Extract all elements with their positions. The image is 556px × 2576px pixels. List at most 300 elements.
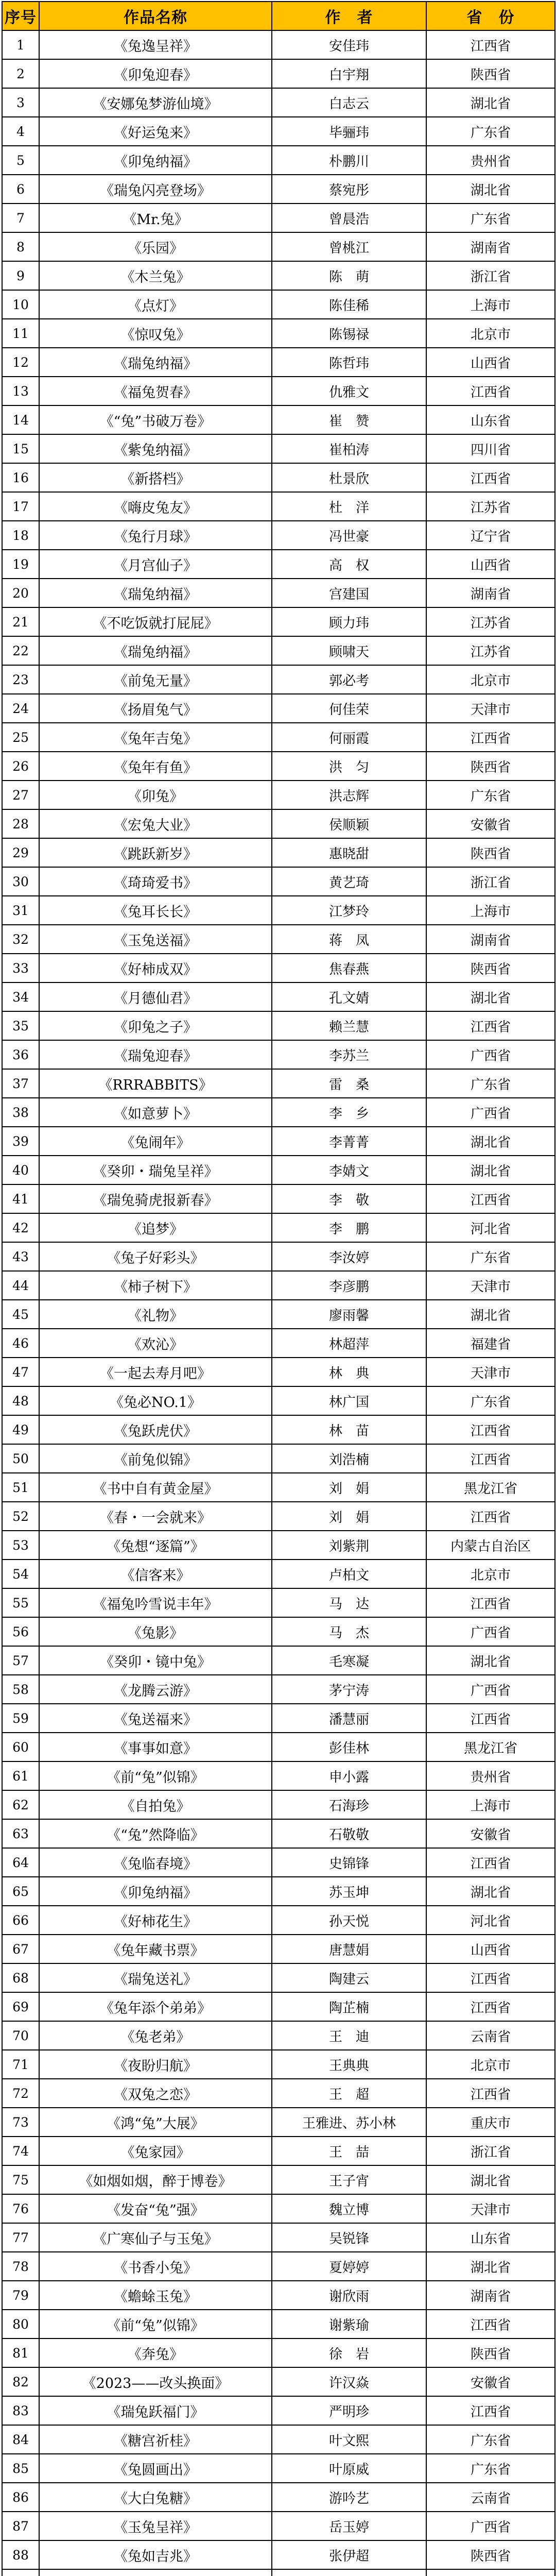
cell-province: 湖北省 xyxy=(426,175,555,204)
table-row xyxy=(2,175,555,204)
cell-no: 24 xyxy=(2,694,39,723)
cell-no: 86 xyxy=(2,2483,39,2512)
cell-author: 潘慧丽 xyxy=(272,1704,426,1733)
table-row xyxy=(2,1184,555,1213)
cell-author: 陈锡禄 xyxy=(272,319,426,348)
table-row xyxy=(2,1992,555,2021)
cell-author: 许汉焱 xyxy=(272,2367,426,2396)
table-row xyxy=(2,809,555,838)
table-row xyxy=(2,1560,555,1588)
cell-author: 蔡宛彤 xyxy=(272,175,426,204)
cell-title: 《前兔似锦》 xyxy=(39,1444,272,1473)
cell-title: 《兔临春境》 xyxy=(39,1848,272,1877)
table-row xyxy=(2,2108,555,2137)
cell-author: 郭必考 xyxy=(272,665,426,694)
cell-author: 宫建国 xyxy=(272,579,426,607)
cell-author: 李彦鹏 xyxy=(272,1271,426,1300)
cell-province: 江西省 xyxy=(426,2396,555,2425)
cell-province: 福建省 xyxy=(426,1329,555,1358)
table-row xyxy=(2,2540,555,2569)
table-row xyxy=(2,2252,555,2281)
table-row xyxy=(2,434,555,463)
cell-author: 吴锐锋 xyxy=(272,2223,426,2252)
cell-author: 徐 岩 xyxy=(272,2338,426,2367)
cell-no: 14 xyxy=(2,405,39,434)
cell-no: 39 xyxy=(2,1127,39,1156)
cell-province: 重庆市 xyxy=(426,2108,555,2137)
cell-province: 上海市 xyxy=(426,896,555,925)
cell-no: 62 xyxy=(2,1790,39,1819)
cell-province: 山东省 xyxy=(426,2223,555,2252)
cell-title: 《瑞兔跃福门》 xyxy=(39,2396,272,2425)
table-row xyxy=(2,1358,555,1386)
cell-province: 四川省 xyxy=(426,434,555,463)
cell-no: 48 xyxy=(2,1386,39,1415)
cell-province: 浙江省 xyxy=(426,2137,555,2165)
header-no: 序号 xyxy=(2,2,39,30)
table-row xyxy=(2,463,555,492)
cell-province: 广东省 xyxy=(426,2425,555,2454)
table-row xyxy=(2,723,555,752)
cell-author: 曾晨浩 xyxy=(272,204,426,232)
cell-province: 安徽省 xyxy=(426,809,555,838)
cell-author: 洪志辉 xyxy=(272,781,426,809)
cell-province: 江西省 xyxy=(426,1848,555,1877)
table-row xyxy=(2,665,555,694)
cell-title: 《双兔之恋》 xyxy=(39,2079,272,2108)
table-row xyxy=(2,636,555,665)
cell-title: 《点灯》 xyxy=(39,290,272,319)
cell-author: 雷 桑 xyxy=(272,1069,426,1098)
cell-no: 5 xyxy=(2,146,39,175)
cell-province: 江西省 xyxy=(426,463,555,492)
cell-author: 何佳荣 xyxy=(272,694,426,723)
table-row xyxy=(2,579,555,607)
table-row xyxy=(2,1415,555,1444)
cell-no: 64 xyxy=(2,1848,39,1877)
cell-province: 江西省 xyxy=(426,1704,555,1733)
cell-no: 15 xyxy=(2,434,39,463)
cell-province: 江西省 xyxy=(426,30,555,59)
cell-title: 《事事如意》 xyxy=(39,1733,272,1761)
table-row xyxy=(2,232,555,261)
cell-province: 湖北省 xyxy=(426,1156,555,1184)
cell-title: 《兔子好彩头》 xyxy=(39,1242,272,1271)
cell-province: 广西省 xyxy=(426,1040,555,1069)
cell-title: 《瑞兔纳福》 xyxy=(39,636,272,665)
cell-no: 60 xyxy=(2,1733,39,1761)
cell-province: 黑龙江省 xyxy=(426,1473,555,1502)
cell-author: 谢欣雨 xyxy=(272,2281,426,2310)
cell-no: 51 xyxy=(2,1473,39,1502)
cell-author: 崔 赞 xyxy=(272,405,426,434)
cell-province: 辽宁省 xyxy=(426,521,555,550)
cell-author: 王典典 xyxy=(272,2050,426,2079)
table-row xyxy=(2,781,555,809)
cell-province: 天津市 xyxy=(426,1358,555,1386)
table-row xyxy=(2,954,555,982)
table-row xyxy=(2,2050,555,2079)
cell-no: 27 xyxy=(2,781,39,809)
table-row xyxy=(2,1473,555,1502)
cell-title: 《玉兔送福》 xyxy=(39,925,272,954)
cell-no: 33 xyxy=(2,954,39,982)
cell-no: 23 xyxy=(2,665,39,694)
header-author: 作 者 xyxy=(272,2,426,30)
cell-author: 惠晓甜 xyxy=(272,838,426,867)
cell-no: 34 xyxy=(2,982,39,1011)
cell-title: 《奔兔》 xyxy=(39,2338,272,2367)
cell-author: 陈佳稀 xyxy=(272,290,426,319)
cell-title: 《好柿成双》 xyxy=(39,954,272,982)
cell-author: 严明珍 xyxy=(272,2396,426,2425)
cell-no: 68 xyxy=(2,1963,39,1992)
header-row xyxy=(2,2,555,30)
cell-author: 叶原威 xyxy=(272,2454,426,2483)
table-row xyxy=(2,319,555,348)
cell-title: 《兔年有鱼》 xyxy=(39,752,272,781)
cell-province: 山东省 xyxy=(426,405,555,434)
table-row xyxy=(2,521,555,550)
cell-title: 《不吃饭就打屁屁》 xyxy=(39,607,272,636)
cell-no: 56 xyxy=(2,1617,39,1646)
cell-no: 16 xyxy=(2,463,39,492)
cell-province: 江西省 xyxy=(426,1415,555,1444)
cell-author: 高 权 xyxy=(272,550,426,579)
table-row xyxy=(2,59,555,88)
cell-author: 白宇翔 xyxy=(272,59,426,88)
cell-title: 《卯兔》 xyxy=(39,781,272,809)
table-row xyxy=(2,2281,555,2310)
cell-province: 广东省 xyxy=(426,204,555,232)
cell-title: 《蟾蜍玉兔》 xyxy=(39,2281,272,2310)
cell-title: 《兔必NO.1》 xyxy=(39,1386,272,1415)
cell-province: 湖南省 xyxy=(426,232,555,261)
table-row xyxy=(2,1502,555,1531)
cell-province: 山西省 xyxy=(426,550,555,579)
cell-no: 63 xyxy=(2,1819,39,1848)
cell-author: 岳玉婷 xyxy=(272,2512,426,2540)
cell-author: 顾啸天 xyxy=(272,636,426,665)
cell-province: 湖南省 xyxy=(426,925,555,954)
cell-no: 85 xyxy=(2,2454,39,2483)
table-row xyxy=(2,2079,555,2108)
cell-province: 江西省 xyxy=(426,1502,555,1531)
table-row xyxy=(2,1040,555,1069)
cell-author: 孔文婧 xyxy=(272,982,426,1011)
table-row xyxy=(2,1127,555,1156)
cell-no: 76 xyxy=(2,2194,39,2223)
cell-title: 《2023——改头换面》 xyxy=(39,2367,272,2396)
cell-title: 《书中自有黄金屋》 xyxy=(39,1473,272,1502)
cell-no: 84 xyxy=(2,2425,39,2454)
cell-title: 《卯兔纳福》 xyxy=(39,146,272,175)
cell-title: 《兔老弟》 xyxy=(39,2021,272,2050)
table-row xyxy=(2,982,555,1011)
cell-no: 57 xyxy=(2,1646,39,1675)
cell-title: 《新搭档》 xyxy=(39,463,272,492)
cell-author: 侯顺颖 xyxy=(272,809,426,838)
cell-no: 45 xyxy=(2,1300,39,1329)
cell-no: 81 xyxy=(2,2338,39,2367)
cell-province: 湖北省 xyxy=(426,2252,555,2281)
cell-no: 50 xyxy=(2,1444,39,1473)
cell-author: 仇雅文 xyxy=(272,377,426,405)
cell-title: 《追梦》 xyxy=(39,1213,272,1242)
cell-author: 白志云 xyxy=(272,88,426,117)
cell-province: 江西省 xyxy=(426,2079,555,2108)
cell-author: 毛寒凝 xyxy=(272,1646,426,1675)
table-row xyxy=(2,492,555,521)
cell-author: 刘紫荆 xyxy=(272,1531,426,1560)
cell-province: 广东省 xyxy=(426,1386,555,1415)
table-row xyxy=(2,117,555,146)
table-row xyxy=(2,1329,555,1358)
cell-province: 天津市 xyxy=(426,694,555,723)
cell-title: 《如意萝卜》 xyxy=(39,1098,272,1127)
cell-province: 江西省 xyxy=(426,1184,555,1213)
cell-province: 北京市 xyxy=(426,319,555,348)
cell-title: 《春・一会就来》 xyxy=(39,1502,272,1531)
table-row xyxy=(2,867,555,896)
cell-no: 65 xyxy=(2,1877,39,1906)
table-row xyxy=(2,1790,555,1819)
cell-title: 《信客来》 xyxy=(39,1560,272,1588)
cell-no: 17 xyxy=(2,492,39,521)
cell-title: 《瑞兔闪亮登场》 xyxy=(39,175,272,204)
cell-province: 广西省 xyxy=(426,2512,555,2540)
table-row xyxy=(2,1848,555,1877)
cell-province: 安徽省 xyxy=(426,1819,555,1848)
cell-title: 《兔年吉兔》 xyxy=(39,723,272,752)
cell-title: 《兔圆画出》 xyxy=(39,2454,272,2483)
cell-title: 《Mr.兔》 xyxy=(39,204,272,232)
cell-title: 《惊叹兔》 xyxy=(39,319,272,348)
table-row xyxy=(2,1156,555,1184)
table-row xyxy=(2,1733,555,1761)
header-title: 作品名称 xyxy=(39,2,272,30)
cell-title: 《好柿花生》 xyxy=(39,1906,272,1935)
cell-no: 74 xyxy=(2,2137,39,2165)
cell-author: 杜景欣 xyxy=(272,463,426,492)
table-row xyxy=(2,1271,555,1300)
cell-no: 22 xyxy=(2,636,39,665)
table-row xyxy=(2,2454,555,2483)
cell-title: 《龙腾云游》 xyxy=(39,1675,272,1704)
cell-title: 《发奋“兔”强》 xyxy=(39,2194,272,2223)
cell-province: 陕西省 xyxy=(426,954,555,982)
table-row xyxy=(2,204,555,232)
cell-no: 54 xyxy=(2,1560,39,1588)
cell-author: 谢紫瑜 xyxy=(272,2310,426,2338)
cell-province: 黑龙江省 xyxy=(426,1733,555,1761)
cell-no: 69 xyxy=(2,1992,39,2021)
cell-author: 刘浩楠 xyxy=(272,1444,426,1473)
cell-author: 李 敬 xyxy=(272,1184,426,1213)
cell-author: 冯世豪 xyxy=(272,521,426,550)
cell-title: 《兔影》 xyxy=(39,1617,272,1646)
table-header xyxy=(2,2,555,30)
table-row xyxy=(2,348,555,377)
cell-no: 58 xyxy=(2,1675,39,1704)
cell-title: 《前“兔”似锦》 xyxy=(39,2310,272,2338)
cell-no: 13 xyxy=(2,377,39,405)
cell-province: 上海市 xyxy=(426,1790,555,1819)
cell-province: 浙江省 xyxy=(426,867,555,896)
cell-province: 贵州省 xyxy=(426,146,555,175)
cell-province: 浙江省 xyxy=(426,261,555,290)
cell-province: 江西省 xyxy=(426,1992,555,2021)
table-row xyxy=(2,88,555,117)
cell-title: 《“兔”书破万卷》 xyxy=(39,405,272,434)
cell-province: 云南省 xyxy=(426,2021,555,2050)
cell-no: 75 xyxy=(2,2165,39,2194)
cell-no: 10 xyxy=(2,290,39,319)
table-row xyxy=(2,2338,555,2367)
cell-no: 20 xyxy=(2,579,39,607)
table-row xyxy=(2,2483,555,2512)
cell-title: 《瑞兔骑虎报新春》 xyxy=(39,1184,272,1213)
cell-no: 82 xyxy=(2,2367,39,2396)
cell-title: 《广寒仙子与玉兔》 xyxy=(39,2223,272,2252)
table-row xyxy=(2,2223,555,2252)
table-row xyxy=(2,2569,555,2576)
table-row xyxy=(2,1444,555,1473)
cell-province: 陕西省 xyxy=(426,2540,555,2569)
cell-title: 《跳跃新岁》 xyxy=(39,838,272,867)
cell-title: 《宏兔大业》 xyxy=(39,809,272,838)
cell-title: 《木兰兔》 xyxy=(39,261,272,290)
cell-no: 42 xyxy=(2,1213,39,1242)
cell-author: 林 苗 xyxy=(272,1415,426,1444)
cell-no: 77 xyxy=(2,2223,39,2252)
cell-author: 马 杰 xyxy=(272,1617,426,1646)
table-row xyxy=(2,1213,555,1242)
cell-no: 71 xyxy=(2,2050,39,2079)
cell-author: 张伊超 xyxy=(272,2540,426,2569)
cell-author: 陶建云 xyxy=(272,1963,426,1992)
cell-no: 28 xyxy=(2,809,39,838)
cell-province: 山西省 xyxy=(426,1935,555,1963)
cell-no: 49 xyxy=(2,1415,39,1444)
cell-province: 江苏省 xyxy=(426,492,555,521)
cell-author: 陈 萌 xyxy=(272,261,426,290)
cell-province: 天津市 xyxy=(426,1271,555,1300)
table-row xyxy=(2,550,555,579)
cell-title: 《欢沁》 xyxy=(39,1329,272,1358)
table-row xyxy=(2,1935,555,1963)
cell-author: 廖雨馨 xyxy=(272,1300,426,1329)
table-row xyxy=(2,2137,555,2165)
table-row xyxy=(2,2512,555,2540)
cell-title: 《兔跃虎伏》 xyxy=(39,1415,272,1444)
cell-author: 李 鹏 xyxy=(272,1213,426,1242)
cell-title: 《嗨皮兔友》 xyxy=(39,492,272,521)
table-row xyxy=(2,1877,555,1906)
cell-title: 《癸卯・镜中兔》 xyxy=(39,1646,272,1675)
cell-no: 11 xyxy=(2,319,39,348)
cell-author: 魏立博 xyxy=(272,2194,426,2223)
header-province: 省 份 xyxy=(426,2,555,30)
table-body xyxy=(2,30,555,2576)
cell-title: 《糖宫祈桂》 xyxy=(39,2425,272,2454)
cell-no: 8 xyxy=(2,232,39,261)
cell-author: 林超萍 xyxy=(272,1329,426,1358)
cell-province: 安徽省 xyxy=(426,2367,555,2396)
cell-author: 游吟艺 xyxy=(272,2483,426,2512)
cell-author: 杜 洋 xyxy=(272,492,426,521)
cell-no: 2 xyxy=(2,59,39,88)
cell-title: 《兔想“逐篇”》 xyxy=(39,1531,272,1560)
cell-no: 18 xyxy=(2,521,39,550)
cell-no: 21 xyxy=(2,607,39,636)
cell-author: 王雅进、苏小林 xyxy=(272,2108,426,2137)
cell-title: 《月宫仙子》 xyxy=(39,550,272,579)
table-row xyxy=(2,290,555,319)
cell-no: 72 xyxy=(2,2079,39,2108)
cell-province: 北京市 xyxy=(426,1560,555,1588)
cell-title: 《卯兔纳福》 xyxy=(39,1877,272,1906)
cell-title: 《大白兔糖》 xyxy=(39,2483,272,2512)
table-row xyxy=(2,1069,555,1098)
cell-province: 陕西省 xyxy=(426,838,555,867)
cell-province: 广东省 xyxy=(426,781,555,809)
cell-title: 《福兔贺春》 xyxy=(39,377,272,405)
cell-author: 林广国 xyxy=(272,1386,426,1415)
cell-author: 林 典 xyxy=(272,1358,426,1386)
cell-no: 44 xyxy=(2,1271,39,1300)
cell-no: 37 xyxy=(2,1069,39,1098)
cell-no: 70 xyxy=(2,2021,39,2050)
cell-author: 毕骊玮 xyxy=(272,117,426,146)
cell-title: 《兔年添个弟弟》 xyxy=(39,1992,272,2021)
cell-no: 1 xyxy=(2,30,39,59)
cell-no: 30 xyxy=(2,867,39,896)
table-row xyxy=(2,838,555,867)
cell-author: 王子宵 xyxy=(272,2165,426,2194)
cell-province: 云南省 xyxy=(426,2483,555,2512)
cell-no: 35 xyxy=(2,1011,39,1040)
cell-title: 《兔如吉兆》 xyxy=(39,2540,272,2569)
cell-author: 李汝婷 xyxy=(272,1242,426,1271)
table-row xyxy=(2,1675,555,1704)
cell-province: 广东省 xyxy=(426,117,555,146)
cell-author: 洪 匀 xyxy=(272,752,426,781)
cell-author: 王 喆 xyxy=(272,2137,426,2165)
table-row xyxy=(2,1906,555,1935)
cell-title: 《兔年藏书票》 xyxy=(39,1935,272,1963)
cell-no: 53 xyxy=(2,1531,39,1560)
table-row xyxy=(2,607,555,636)
cell-author: 彭佳林 xyxy=(272,1733,426,1761)
cell-no: 66 xyxy=(2,1906,39,1935)
cell-title: 《兔耳长长》 xyxy=(39,896,272,925)
cell-province: 广东省 xyxy=(426,2454,555,2483)
table-row xyxy=(2,2194,555,2223)
cell-no: 87 xyxy=(2,2512,39,2540)
cell-province: 陕西省 xyxy=(426,752,555,781)
cell-no: 25 xyxy=(2,723,39,752)
cell-title: 《如烟如烟，醉于博卷》 xyxy=(39,2165,272,2194)
cell-author: 马 达 xyxy=(272,1588,426,1617)
cell-title: 《兔逸呈祥》 xyxy=(39,30,272,59)
table-row xyxy=(2,2425,555,2454)
cell-title: 《自拍兔》 xyxy=(39,1790,272,1819)
cell-author: 顾力玮 xyxy=(272,607,426,636)
cell-no: 67 xyxy=(2,1935,39,1963)
cell-no: 88 xyxy=(2,2540,39,2569)
cell-author: 叶文熙 xyxy=(272,2425,426,2454)
